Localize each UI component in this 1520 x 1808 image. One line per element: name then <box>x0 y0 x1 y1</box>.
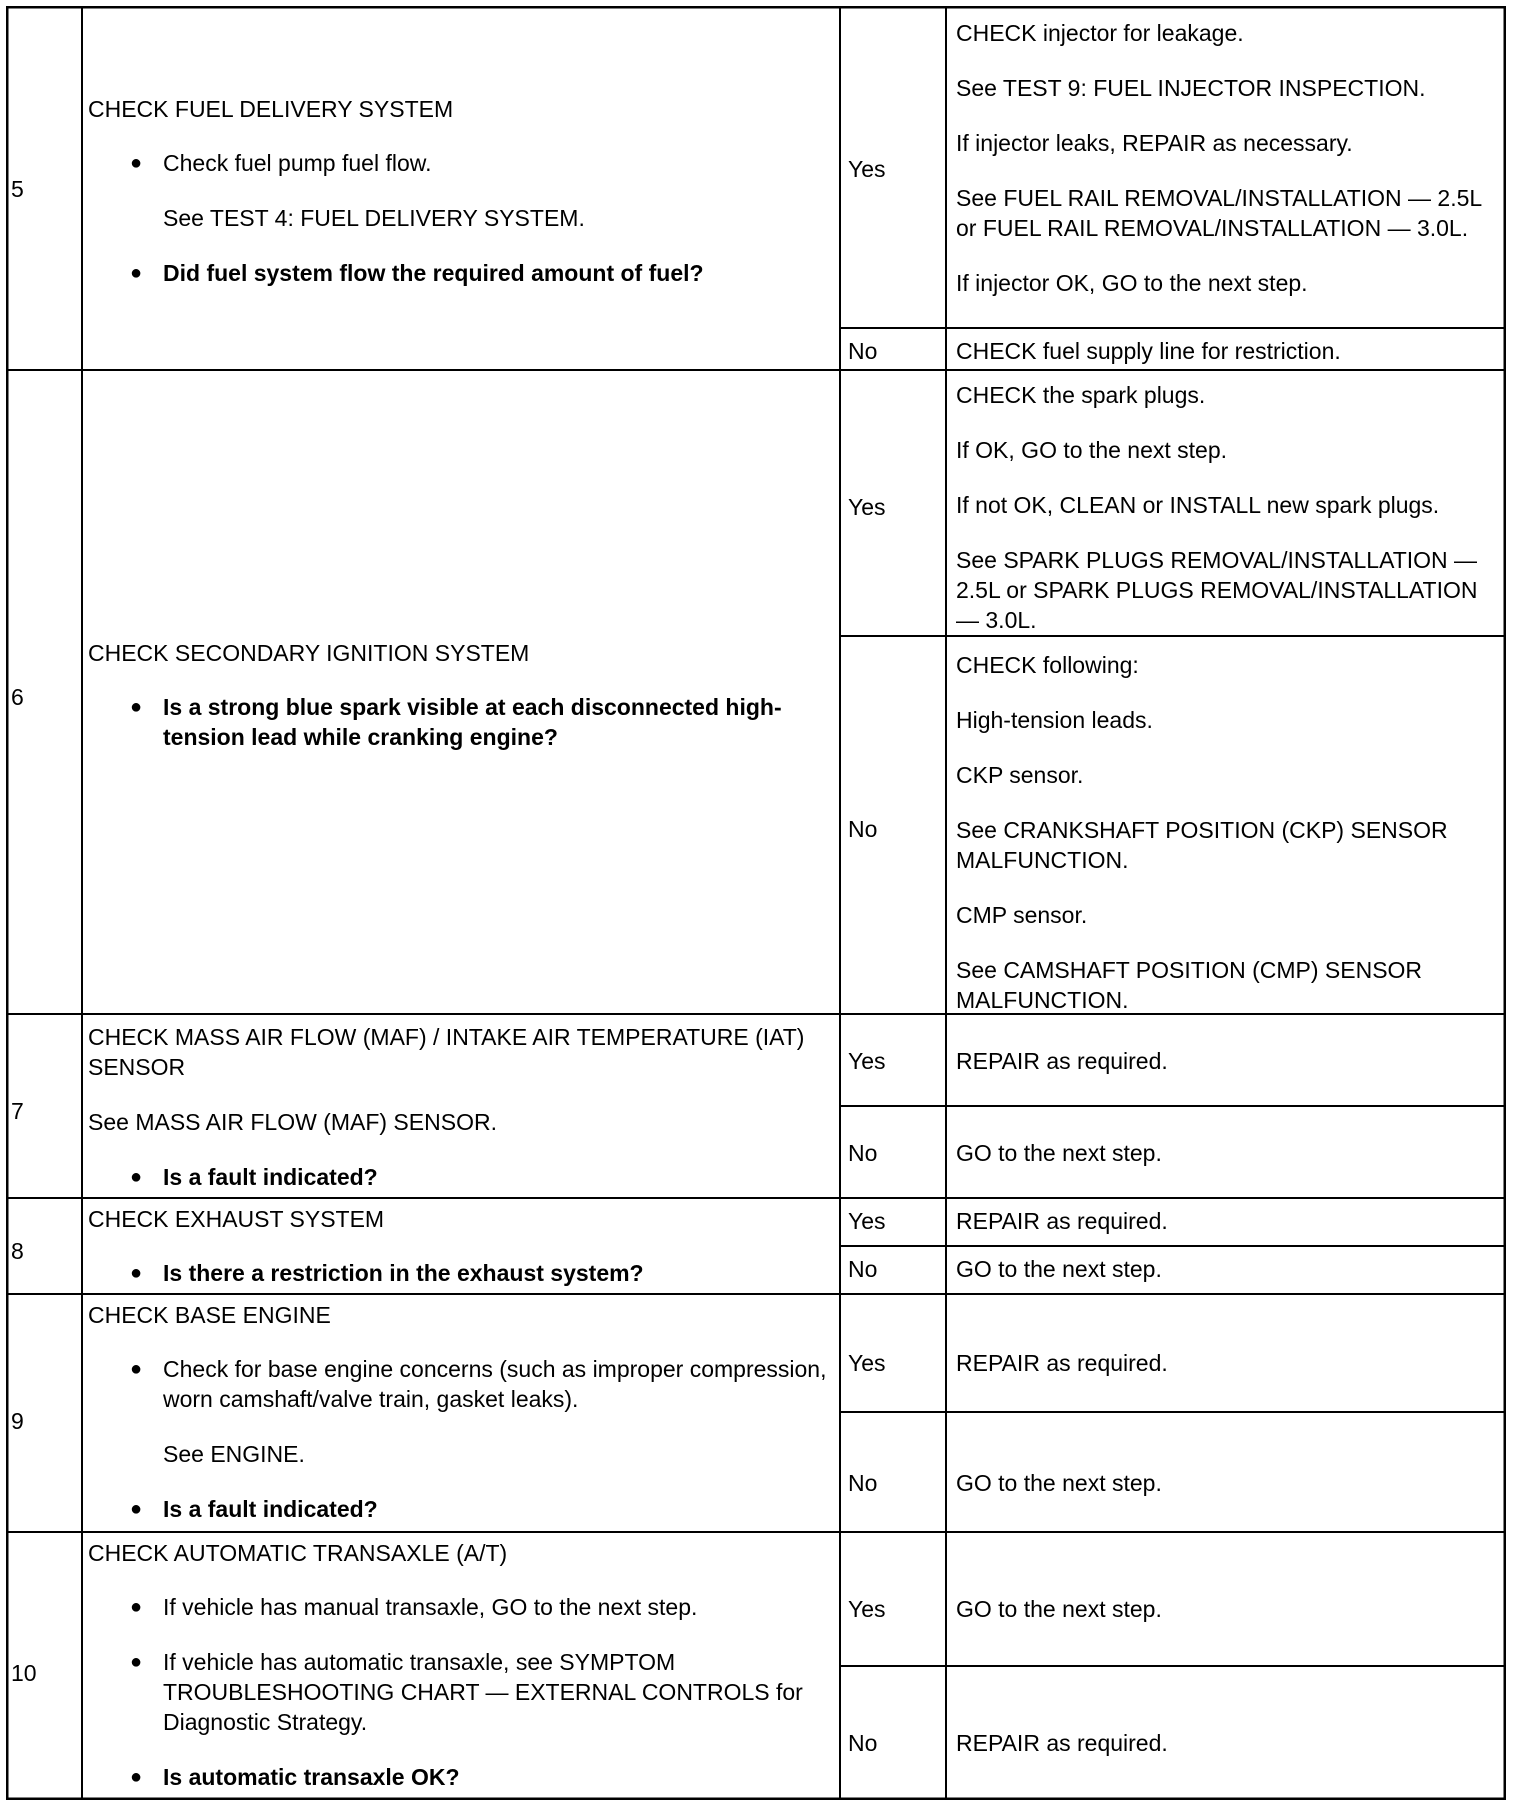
action-line: See FUEL RAIL REMOVAL/INSTALLATION — 2.5L or FUEL RAIL REMOVAL/INSTALLATION — 3.0L. <box>956 185 1482 241</box>
answer-no: No <box>848 1140 878 1166</box>
procedure-question: ● Is a fault indicated? <box>88 1162 828 1192</box>
action-yes-cell <box>956 1348 1504 1378</box>
answer-no: No <box>848 1730 878 1756</box>
procedure-cell <box>88 94 828 288</box>
action-yes-cell <box>956 1046 1504 1076</box>
step-number: 5 <box>11 176 24 202</box>
action-line: CHECK fuel supply line for restriction. <box>956 338 1341 364</box>
action-line: REPAIR as required. <box>956 1730 1168 1756</box>
procedure-bullet: ● If vehicle has automatic transaxle, see SYMPTOM TROUBLESHOOTING CHART — EXTERNAL CONTROLS for Diagnostic Strategy. <box>88 1647 843 1737</box>
action-yes-cell <box>956 18 1504 298</box>
step-number: 9 <box>11 1408 24 1434</box>
procedure-question: ● Did fuel system flow the required amount of fuel? <box>88 258 828 288</box>
action-line: CKP sensor. <box>956 762 1084 788</box>
action-no-cell <box>956 1728 1504 1758</box>
procedure-reference: See TEST 4: FUEL DELIVERY SYSTEM. <box>163 205 585 231</box>
action-line: If not OK, CLEAN or INSTALL new spark plugs. <box>956 492 1440 518</box>
answer-yes: Yes <box>848 1208 886 1234</box>
procedure-question: ● Is there a restriction in the exhaust system? <box>88 1258 828 1288</box>
action-no-cell <box>956 336 1504 366</box>
step-title: CHECK SECONDARY IGNITION SYSTEM <box>88 640 530 666</box>
action-line: See CRANKSHAFT POSITION (CKP) SENSOR MALFUNCTION. <box>956 817 1448 873</box>
action-line: If OK, GO to the next step. <box>956 437 1228 463</box>
step-title: CHECK BASE ENGINE <box>88 1302 331 1328</box>
step-title: CHECK FUEL DELIVERY SYSTEM <box>88 96 454 122</box>
procedure-cell <box>88 1538 828 1792</box>
action-no-cell <box>956 1138 1504 1168</box>
step-title: CHECK EXHAUST SYSTEM <box>88 1206 385 1232</box>
procedure-cell <box>88 638 828 752</box>
action-line: If injector OK, GO to the next step. <box>956 270 1308 296</box>
procedure-question: ● Is a fault indicated? <box>88 1494 828 1524</box>
action-no-cell <box>956 1468 1504 1498</box>
step-number: 6 <box>11 684 24 710</box>
procedure-reference: See ENGINE. <box>163 1441 305 1467</box>
answer-yes: Yes <box>848 494 886 520</box>
step-title: CHECK AUTOMATIC TRANSAXLE (A/T) <box>88 1540 508 1566</box>
procedure-question: ● Is a strong blue spark visible at each disconnected high-tension lead while cranking engine? <box>88 692 863 752</box>
action-no-cell <box>956 1254 1504 1284</box>
action-line: GO to the next step. <box>956 1470 1162 1496</box>
action-line: CHECK following: <box>956 652 1139 678</box>
procedure-question: ● Is automatic transaxle OK? <box>88 1762 828 1792</box>
step-number: 8 <box>11 1238 24 1264</box>
procedure-reference: See MASS AIR FLOW (MAF) SENSOR. <box>88 1109 497 1135</box>
procedure-bullet: ● If vehicle has manual transaxle, GO to the next step. <box>88 1592 828 1622</box>
answer-yes: Yes <box>848 1048 886 1074</box>
action-line: REPAIR as required. <box>956 1048 1168 1074</box>
answer-no: No <box>848 816 878 842</box>
action-line: GO to the next step. <box>956 1140 1162 1166</box>
action-line: See CAMSHAFT POSITION (CMP) SENSOR MALFUNCTION. <box>956 957 1423 1013</box>
answer-yes: Yes <box>848 1596 886 1622</box>
answer-yes: Yes <box>848 1350 886 1376</box>
answer-yes: Yes <box>848 156 886 182</box>
procedure-bullet: ● Check for base engine concerns (such as improper compression, worn camshaft/valve train, gasket leaks). <box>88 1354 863 1414</box>
procedure-cell <box>88 1300 828 1524</box>
procedure-cell <box>88 1022 828 1192</box>
step-number: 7 <box>11 1098 24 1124</box>
action-yes-cell <box>956 380 1504 635</box>
action-line: REPAIR as required. <box>956 1208 1168 1234</box>
action-no-cell <box>956 650 1504 1015</box>
action-line: CHECK the spark plugs. <box>956 382 1206 408</box>
action-line: High-tension leads. <box>956 707 1153 733</box>
procedure-bullet: ● Check fuel pump fuel flow. <box>88 148 828 178</box>
action-line: If injector leaks, REPAIR as necessary. <box>956 130 1353 156</box>
action-line: See TEST 9: FUEL INJECTOR INSPECTION. <box>956 75 1426 101</box>
answer-no: No <box>848 1470 878 1496</box>
answer-no: No <box>848 338 878 364</box>
action-line: GO to the next step. <box>956 1256 1162 1282</box>
step-title: CHECK MASS AIR FLOW (MAF) / INTAKE AIR TEMPERATURE (IAT) SENSOR <box>88 1024 805 1080</box>
action-line: CHECK injector for leakage. <box>956 20 1244 46</box>
action-line: REPAIR as required. <box>956 1350 1168 1376</box>
action-yes-cell <box>956 1206 1504 1236</box>
step-number: 10 <box>11 1660 37 1686</box>
action-yes-cell <box>956 1594 1504 1624</box>
action-line: GO to the next step. <box>956 1596 1162 1622</box>
answer-no: No <box>848 1256 878 1282</box>
procedure-cell <box>88 1204 828 1288</box>
diagnostic-table <box>6 6 1506 1800</box>
action-line: See SPARK PLUGS REMOVAL/INSTALLATION — 2.5L or SPARK PLUGS REMOVAL/INSTALLATION — 3.0L. <box>956 547 1478 633</box>
action-line: CMP sensor. <box>956 902 1088 928</box>
